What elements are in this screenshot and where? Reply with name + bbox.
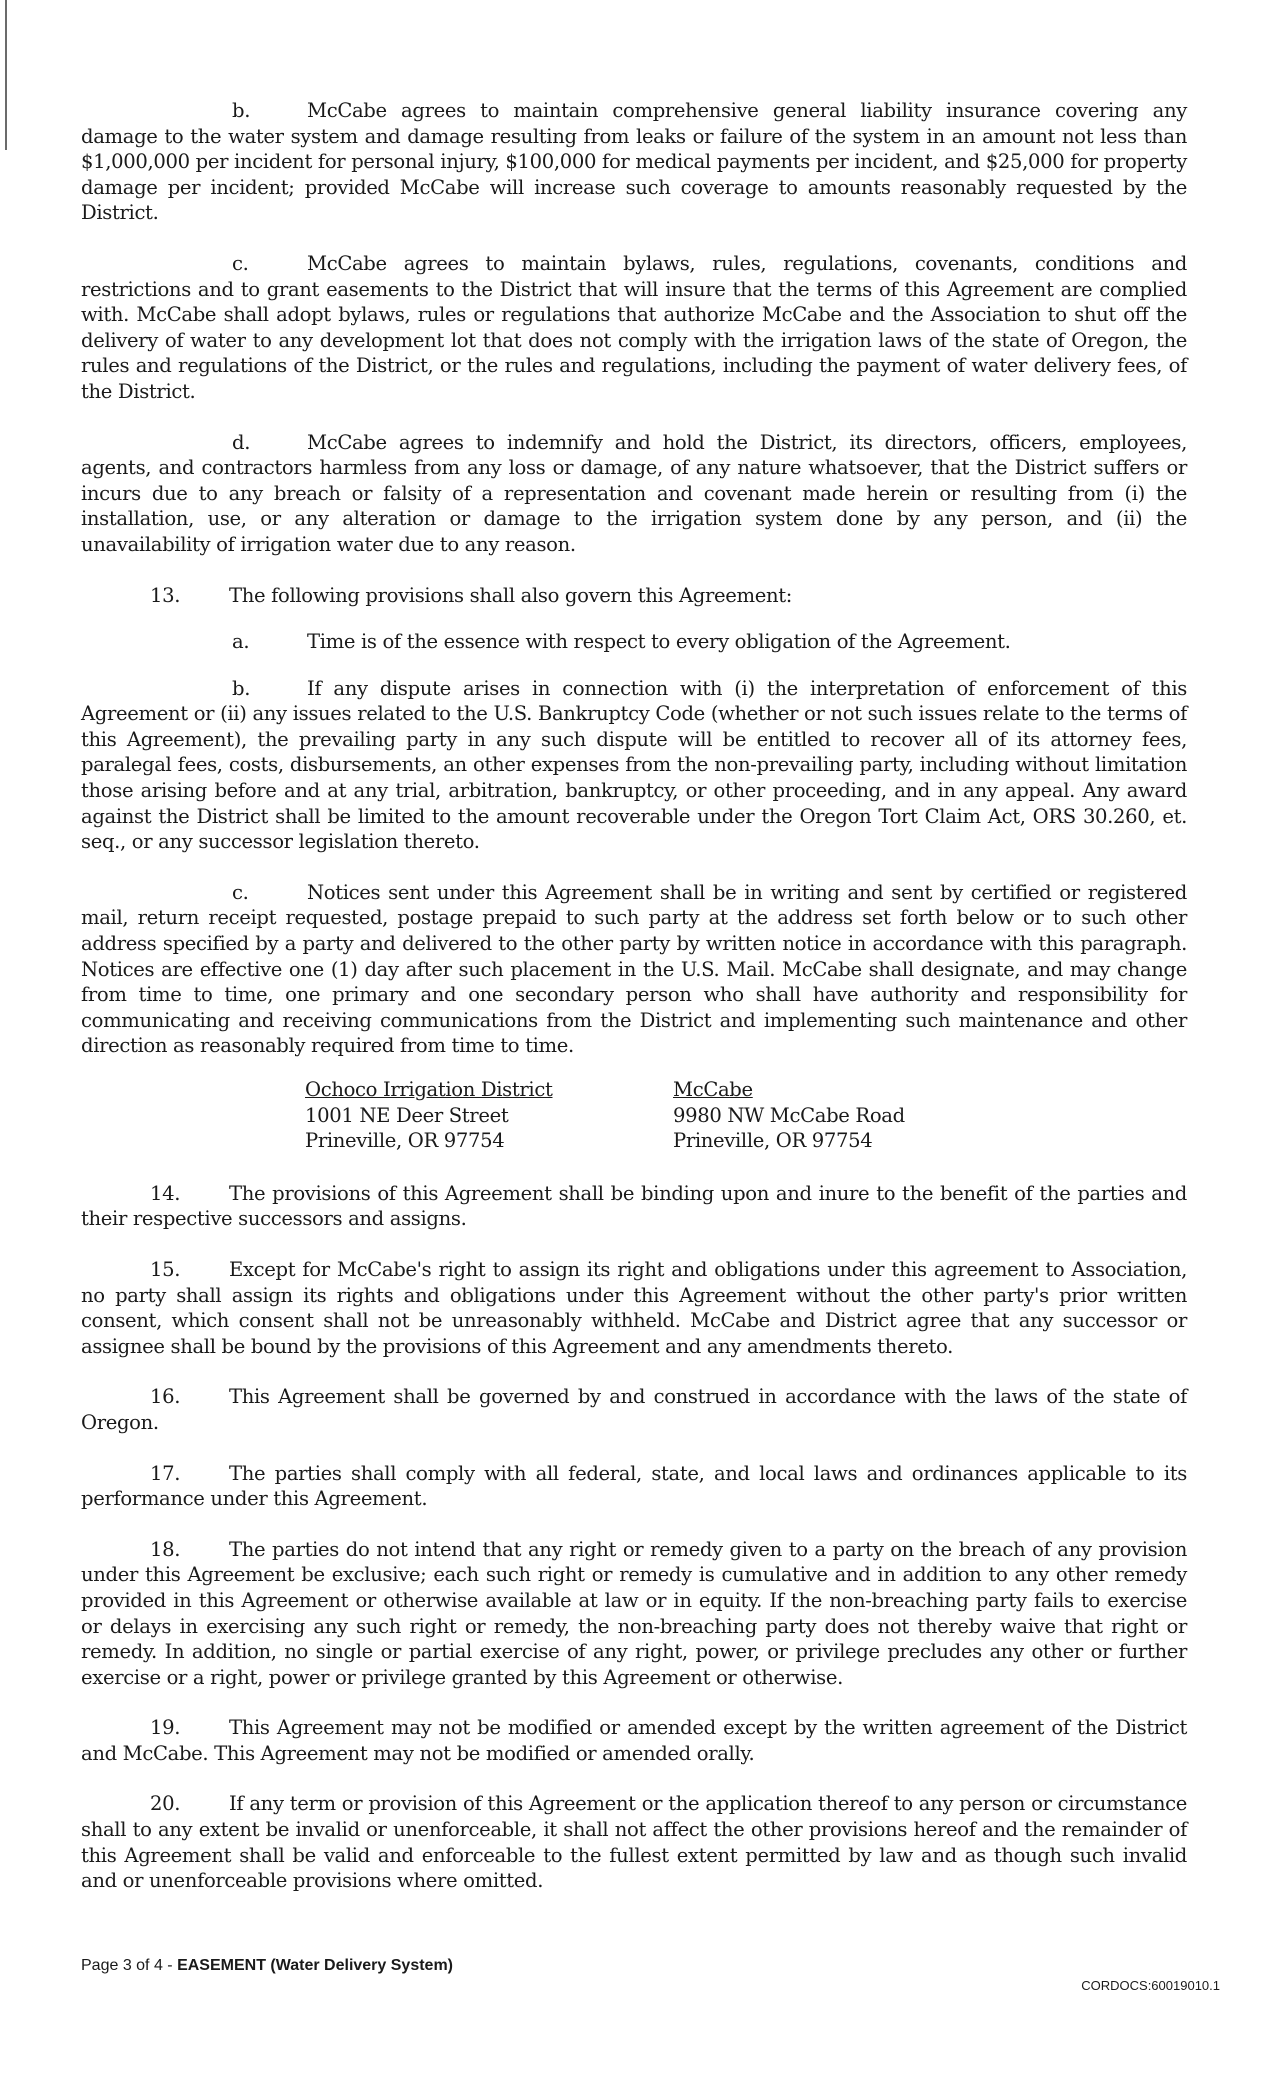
- section-13: [81, 583, 1187, 609]
- document-id: CORDOCS:60019010.1: [1081, 1978, 1220, 1993]
- section-text: The parties shall comply with all federal, state, and local laws and ordinances applicable to its performance under this Agreement.: [81, 1461, 1187, 1511]
- clause-text: Notices sent under this Agreement shall be in writing and sent by certified or registered mail, return receipt requested, postage prepaid to such party at the address set forth below or to such other address specified by a party and delivered to the other party by written notice in accordance with this paragraph. Notices are effective one (1) day after such placement in the U.S. Mail. McCabe shall designate, and may change from time to time, one primary and one secondary person who shall have authority and responsibility for communicating and receiving communications from the District and implementing such maintenance and other direction as reasonably required from time to time.: [81, 880, 1187, 1058]
- clause-text: Time is of the essence with respect to every obligation of the Agreement.: [307, 630, 1011, 654]
- mccabe-street: 9980 NW McCabe Road: [673, 1103, 905, 1127]
- section-text: The provisions of this Agreement shall be binding upon and inure to the benefit of the parties and their respective successors and assigns.: [81, 1181, 1187, 1231]
- section-number: 16.: [150, 1385, 181, 1409]
- section-text: The following provisions shall also govern this Agreement:: [229, 583, 793, 607]
- clause-13b: [81, 676, 1187, 855]
- section-number: 14.: [150, 1181, 181, 1205]
- clause-13a: [81, 629, 1187, 655]
- district-city: Prineville, OR 97754: [305, 1129, 505, 1153]
- section-19: [81, 1715, 1187, 1766]
- section-20: [81, 1791, 1187, 1893]
- page-edge-mark: [0, 0, 7, 150]
- clause-text: McCabe agrees to maintain bylaws, rules, regulations, covenants, conditions and restrictions and to grant easements to the District that will insure that the terms of this Agreement are complied with. McCabe shall adopt bylaws, rules or regulations that authorize McCabe and the Association to shut off the delivery of water to any development lot that does not comply with the irrigation laws of the state of Oregon, the rules and regulations of the District, or the rules and regulations, including the payment of water delivery fees, of the District.: [81, 251, 1187, 403]
- section-number: 15.: [150, 1257, 181, 1281]
- section-text: This Agreement may not be modified or amended except by the written agreement of the District and McCabe. This Agreement may not be modified or amended orally.: [81, 1716, 1187, 1765]
- section-text: Except for McCabe's right to assign its right and obligations under this agreement to Association, no party shall assign its rights and obligations under this Agreement without the other party's prior written consent, which consent shall not be unreasonably withheld. McCabe and District agree that any successor or assignee shall be bound by the provisions of this Agreement and any amendments thereto.: [81, 1257, 1187, 1358]
- section-14: [81, 1181, 1187, 1232]
- section-number: 13.: [150, 583, 181, 607]
- district-name: Ochoco Irrigation District: [305, 1078, 553, 1101]
- section-number: 19.: [150, 1716, 181, 1740]
- clause-label: c.: [232, 251, 249, 275]
- clause-label: c.: [232, 880, 249, 904]
- section-18: [81, 1537, 1187, 1691]
- section-number: 20.: [150, 1792, 181, 1816]
- clause-13c: [81, 880, 1187, 1059]
- section-16: [81, 1384, 1187, 1435]
- clause-label: a.: [232, 630, 250, 654]
- section-15: [81, 1257, 1187, 1359]
- mccabe-city: Prineville, OR 97754: [673, 1129, 873, 1153]
- clause-12b: [81, 98, 1187, 226]
- section-text: The parties do not intend that any right or remedy given to a party on the breach of any provision under this Agreement be exclusive; each such right or remedy is cumulative and in addition to any other remedy provided in this Agreement or otherwise available at law or in equity. If the non-breaching party fails to exercise or delays in exercising any such right or remedy, the non-breaching party does not thereby waive that right or remedy. In addition, no single or partial exercise of any right, power, or privilege precludes any other or further exercise or a right, power or privilege granted by this Agreement or otherwise.: [81, 1537, 1187, 1689]
- section-text: This Agreement shall be governed by and construed in accordance with the laws of the state of Oregon.: [81, 1385, 1187, 1434]
- clause-label: b.: [232, 676, 251, 700]
- page-footer: [81, 1957, 453, 1975]
- clause-text: McCabe agrees to indemnify and hold the District, its directors, officers, employees, agents, and contractors harmless from any loss or damage, of any nature whatsoever, that the District suffers or incurs due to any breach or falsity of a representation and covenant made herein or resulting from (i) the installation, use, or any alteration or damage to the irrigation system done by any person, and (ii) the unavailability of irrigation water due to any reason.: [81, 430, 1187, 556]
- district-street: 1001 NE Deer Street: [305, 1103, 509, 1127]
- clause-label: d.: [232, 430, 251, 454]
- section-number: 17.: [150, 1461, 181, 1485]
- clause-text: McCabe agrees to maintain comprehensive general liability insurance covering any damage to the water system and damage resulting from leaks or failure of the system in an amount not less than $1,000,000 per incident for personal injury, $100,000 for medical payments per incident, and $25,000 for property damage per incident; provided McCabe will increase such coverage to amounts reasonably requested by the District.: [81, 99, 1187, 225]
- mccabe-address: [673, 1077, 1041, 1154]
- clause-12d: [81, 430, 1187, 558]
- section-number: 18.: [150, 1537, 181, 1561]
- clause-label: b.: [232, 99, 251, 122]
- clause-12c: [81, 251, 1187, 405]
- document-body: [81, 98, 1187, 1919]
- section-17: [81, 1461, 1187, 1512]
- notice-addresses: [305, 1077, 1187, 1154]
- footer-doc-title: EASEMENT (Water Delivery System): [177, 1957, 453, 1974]
- mccabe-name: McCabe: [673, 1078, 753, 1101]
- clause-text: If any dispute arises in connection with (i) the interpretation of enforcement of this Agreement or (ii) any issues related to the U.S. Bankruptcy Code (whether or not such issues relate to the terms of this Agreement), the prevailing party in any such dispute will be entitled to recover all of its attorney fees, paralegal fees, costs, disbursements, an other expenses from the non-prevailing party, including without limitation those arising before and at any trial, arbitration, bankruptcy, or other proceeding, and in any appeal. Any award against the District shall be limited to the amount recoverable under the Oregon Tort Claim Act, ORS 30.260, et. seq., or any successor legislation thereto.: [81, 676, 1187, 854]
- district-address: [305, 1077, 673, 1154]
- section-text: If any term or provision of this Agreement or the application thereof to any person or circumstance shall to any extent be invalid or unenforceable, it shall not affect the other provisions hereof and the remainder of this Agreement shall be valid and enforceable to the fullest extent permitted by law and as though such invalid and or unenforceable provisions where omitted.: [81, 1792, 1187, 1893]
- page-number: Page 3 of 4 -: [81, 1957, 178, 1974]
